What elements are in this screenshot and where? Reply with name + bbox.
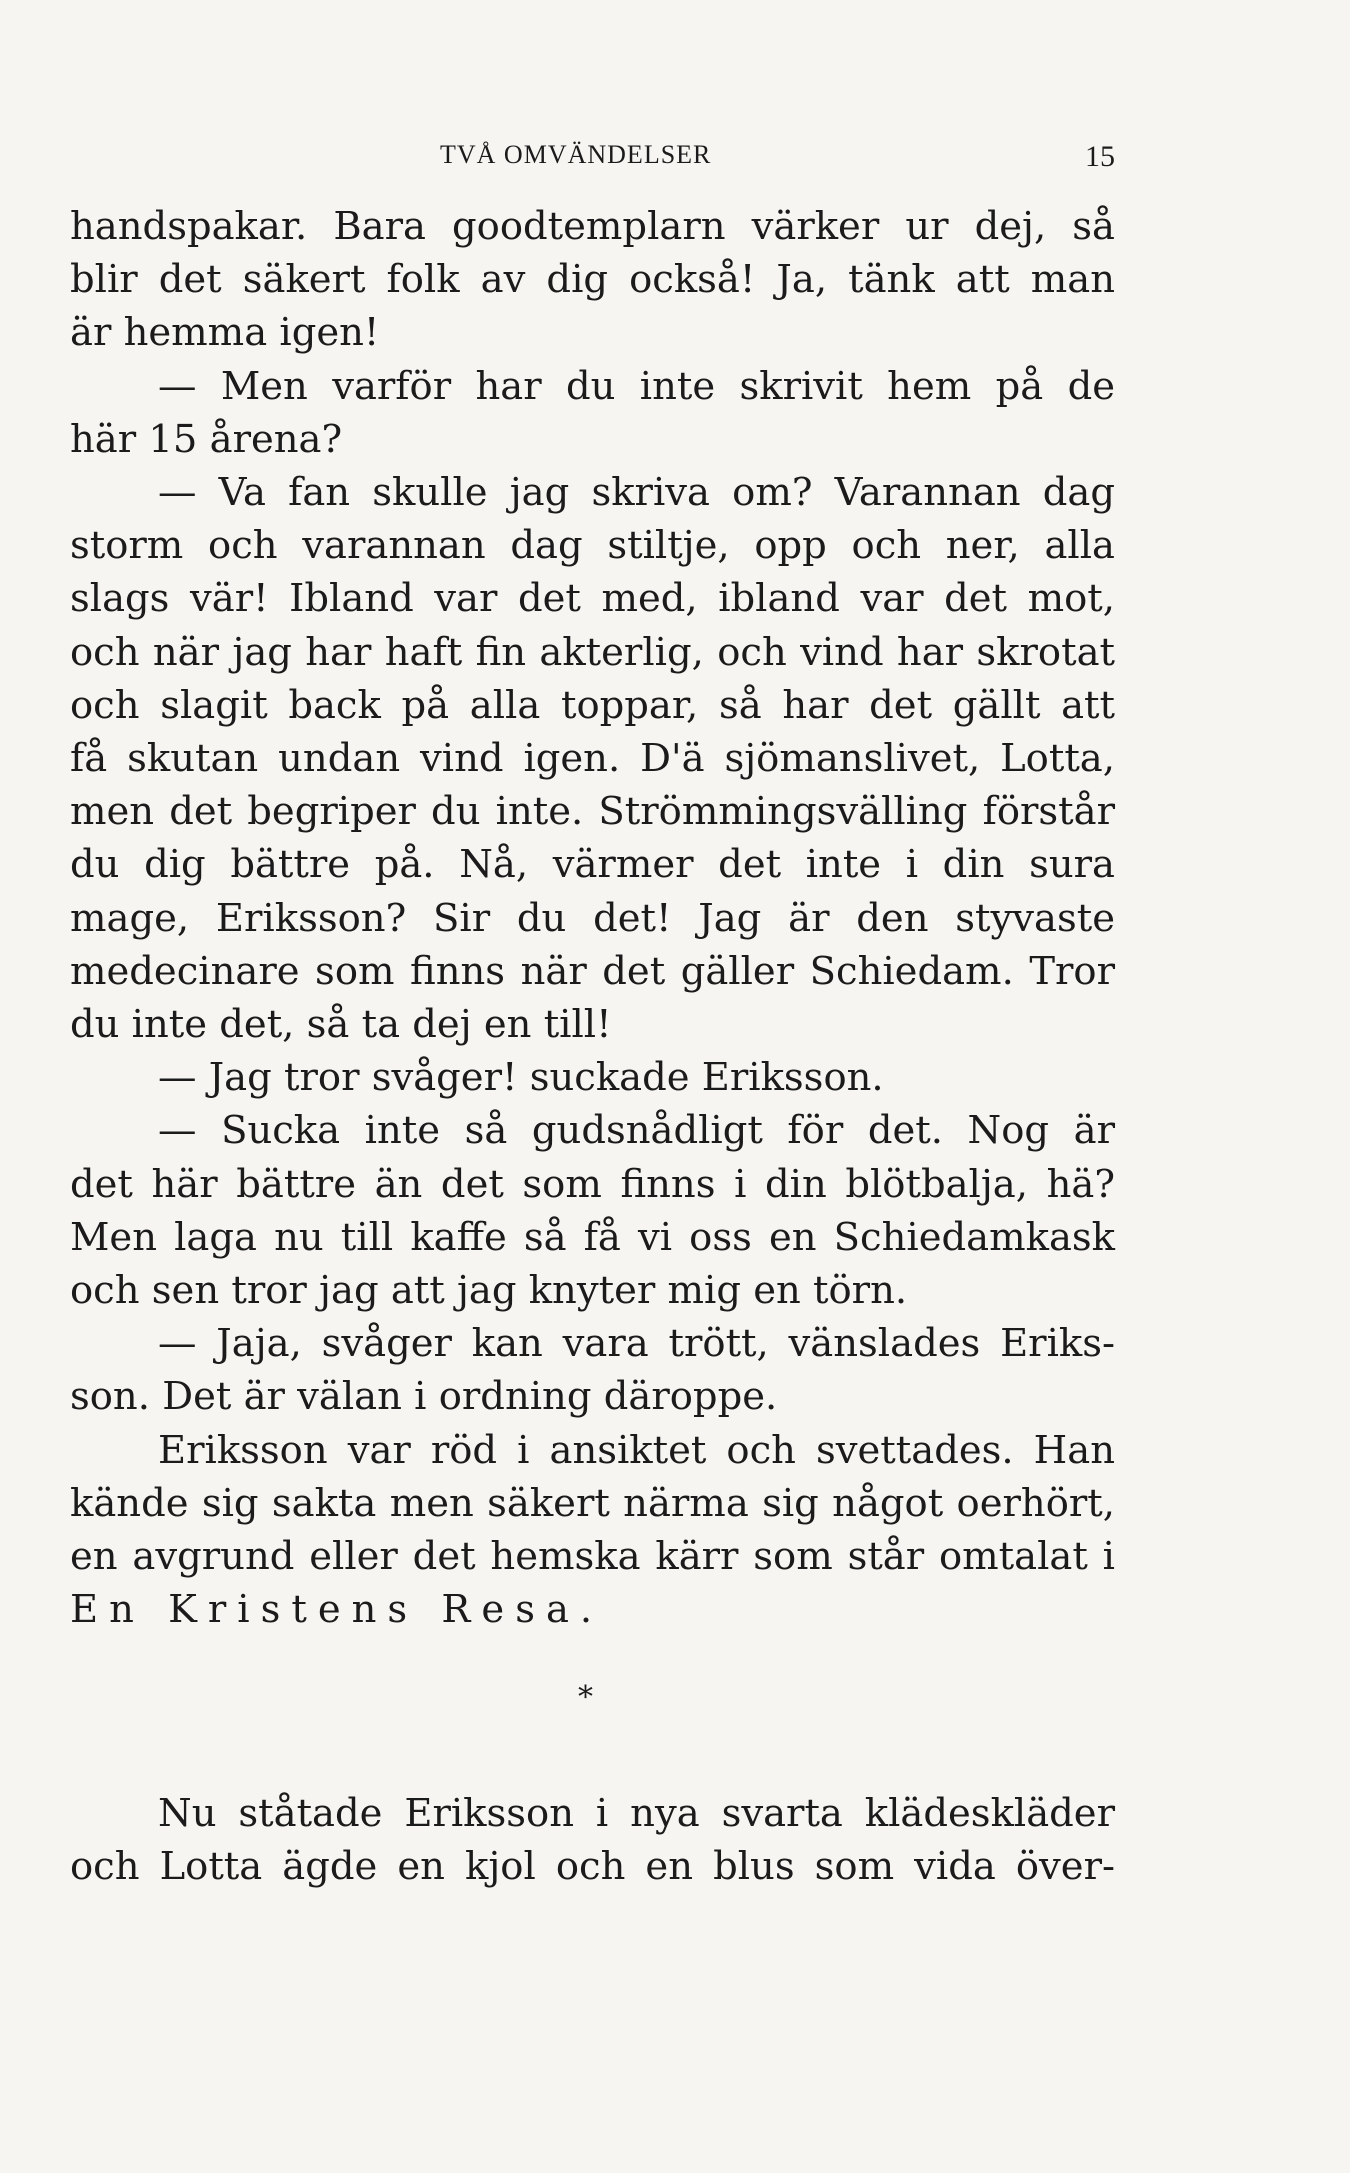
- section-two-text: [70, 1787, 1115, 1893]
- text-line: få skutan undan vind igen. D'ä sjömanslivet, Lotta,: [70, 736, 1115, 782]
- text-line: är hemma igen!: [70, 310, 380, 356]
- text-line: — Jag tror svåger! suckade Eriksson.: [158, 1055, 884, 1101]
- text-line: En Kristens Resa.: [70, 1587, 604, 1633]
- text-line: mage, Eriksson? Sir du det! Jag är den styvaste: [70, 895, 1115, 941]
- text-line: och sen tror jag att jag knyter mig en törn.: [70, 1268, 908, 1314]
- text-line: — Jaja, svåger kan vara trött, vänslades Eriks-: [158, 1321, 1115, 1367]
- page-number: 15: [1085, 140, 1115, 173]
- text-line: son. Det är välan i ordning däroppe.: [70, 1374, 778, 1420]
- running-title: TVÅ OMVÄNDELSER: [440, 140, 712, 169]
- text-line: du inte det, så ta dej en till!: [70, 1002, 612, 1048]
- text-line: en avgrund eller det hemska kärr som står omtalat i: [70, 1534, 1115, 1580]
- text-line: blir det säkert folk av dig också! Ja, tänk att man: [70, 257, 1115, 303]
- text-line: — Sucka inte så gudsnådligt för det. Nog är: [158, 1108, 1115, 1154]
- text-line: och när jag har haft fin akterlig, och vind har skrotat: [70, 629, 1115, 675]
- text-line: storm och varannan dag stiltje, opp och ner, alla: [70, 523, 1115, 569]
- text-line: Nu ståtade Eriksson i nya svarta klädeskläder: [158, 1791, 1115, 1836]
- text-line: och Lotta ägde en kjol och en blus som vida över-: [70, 1844, 1115, 1890]
- text-line: — Va fan skulle jag skriva om? Varannan dag: [158, 470, 1115, 516]
- text-line: — Men varför har du inte skrivit hem på de: [158, 363, 1115, 409]
- page-header: [70, 140, 1115, 180]
- text-line: och slagit back på alla toppar, så har det gällt att: [70, 682, 1115, 728]
- text-line: slags vär! Ibland var det med, ibland var det mot,: [70, 576, 1115, 622]
- text-line: handspakar. Bara goodtemplarn värker ur dej, så: [70, 204, 1115, 249]
- text-line: medecinare som finns när det gäller Schiedam. Tror: [70, 948, 1115, 994]
- text-line: Men laga nu till kaffe så få vi oss en Schiedamkask: [70, 1214, 1115, 1260]
- text-line: Eriksson var röd i ansiktet och svettades. Han: [158, 1427, 1115, 1473]
- body-text: [70, 200, 1115, 1636]
- section-break-asterisk: *: [578, 1680, 593, 1715]
- text-line: du dig bättre på. Nå, värmer det inte i din sura: [70, 842, 1115, 888]
- text-line: det här bättre än det som finns i din blötbalja, hä?: [70, 1161, 1115, 1207]
- text-line: kände sig sakta men säkert närma sig något oerhört,: [70, 1480, 1115, 1526]
- text-line: men det begriper du inte. Strömmingsvälling förstår: [70, 789, 1115, 835]
- text-line: här 15 årena?: [70, 416, 343, 462]
